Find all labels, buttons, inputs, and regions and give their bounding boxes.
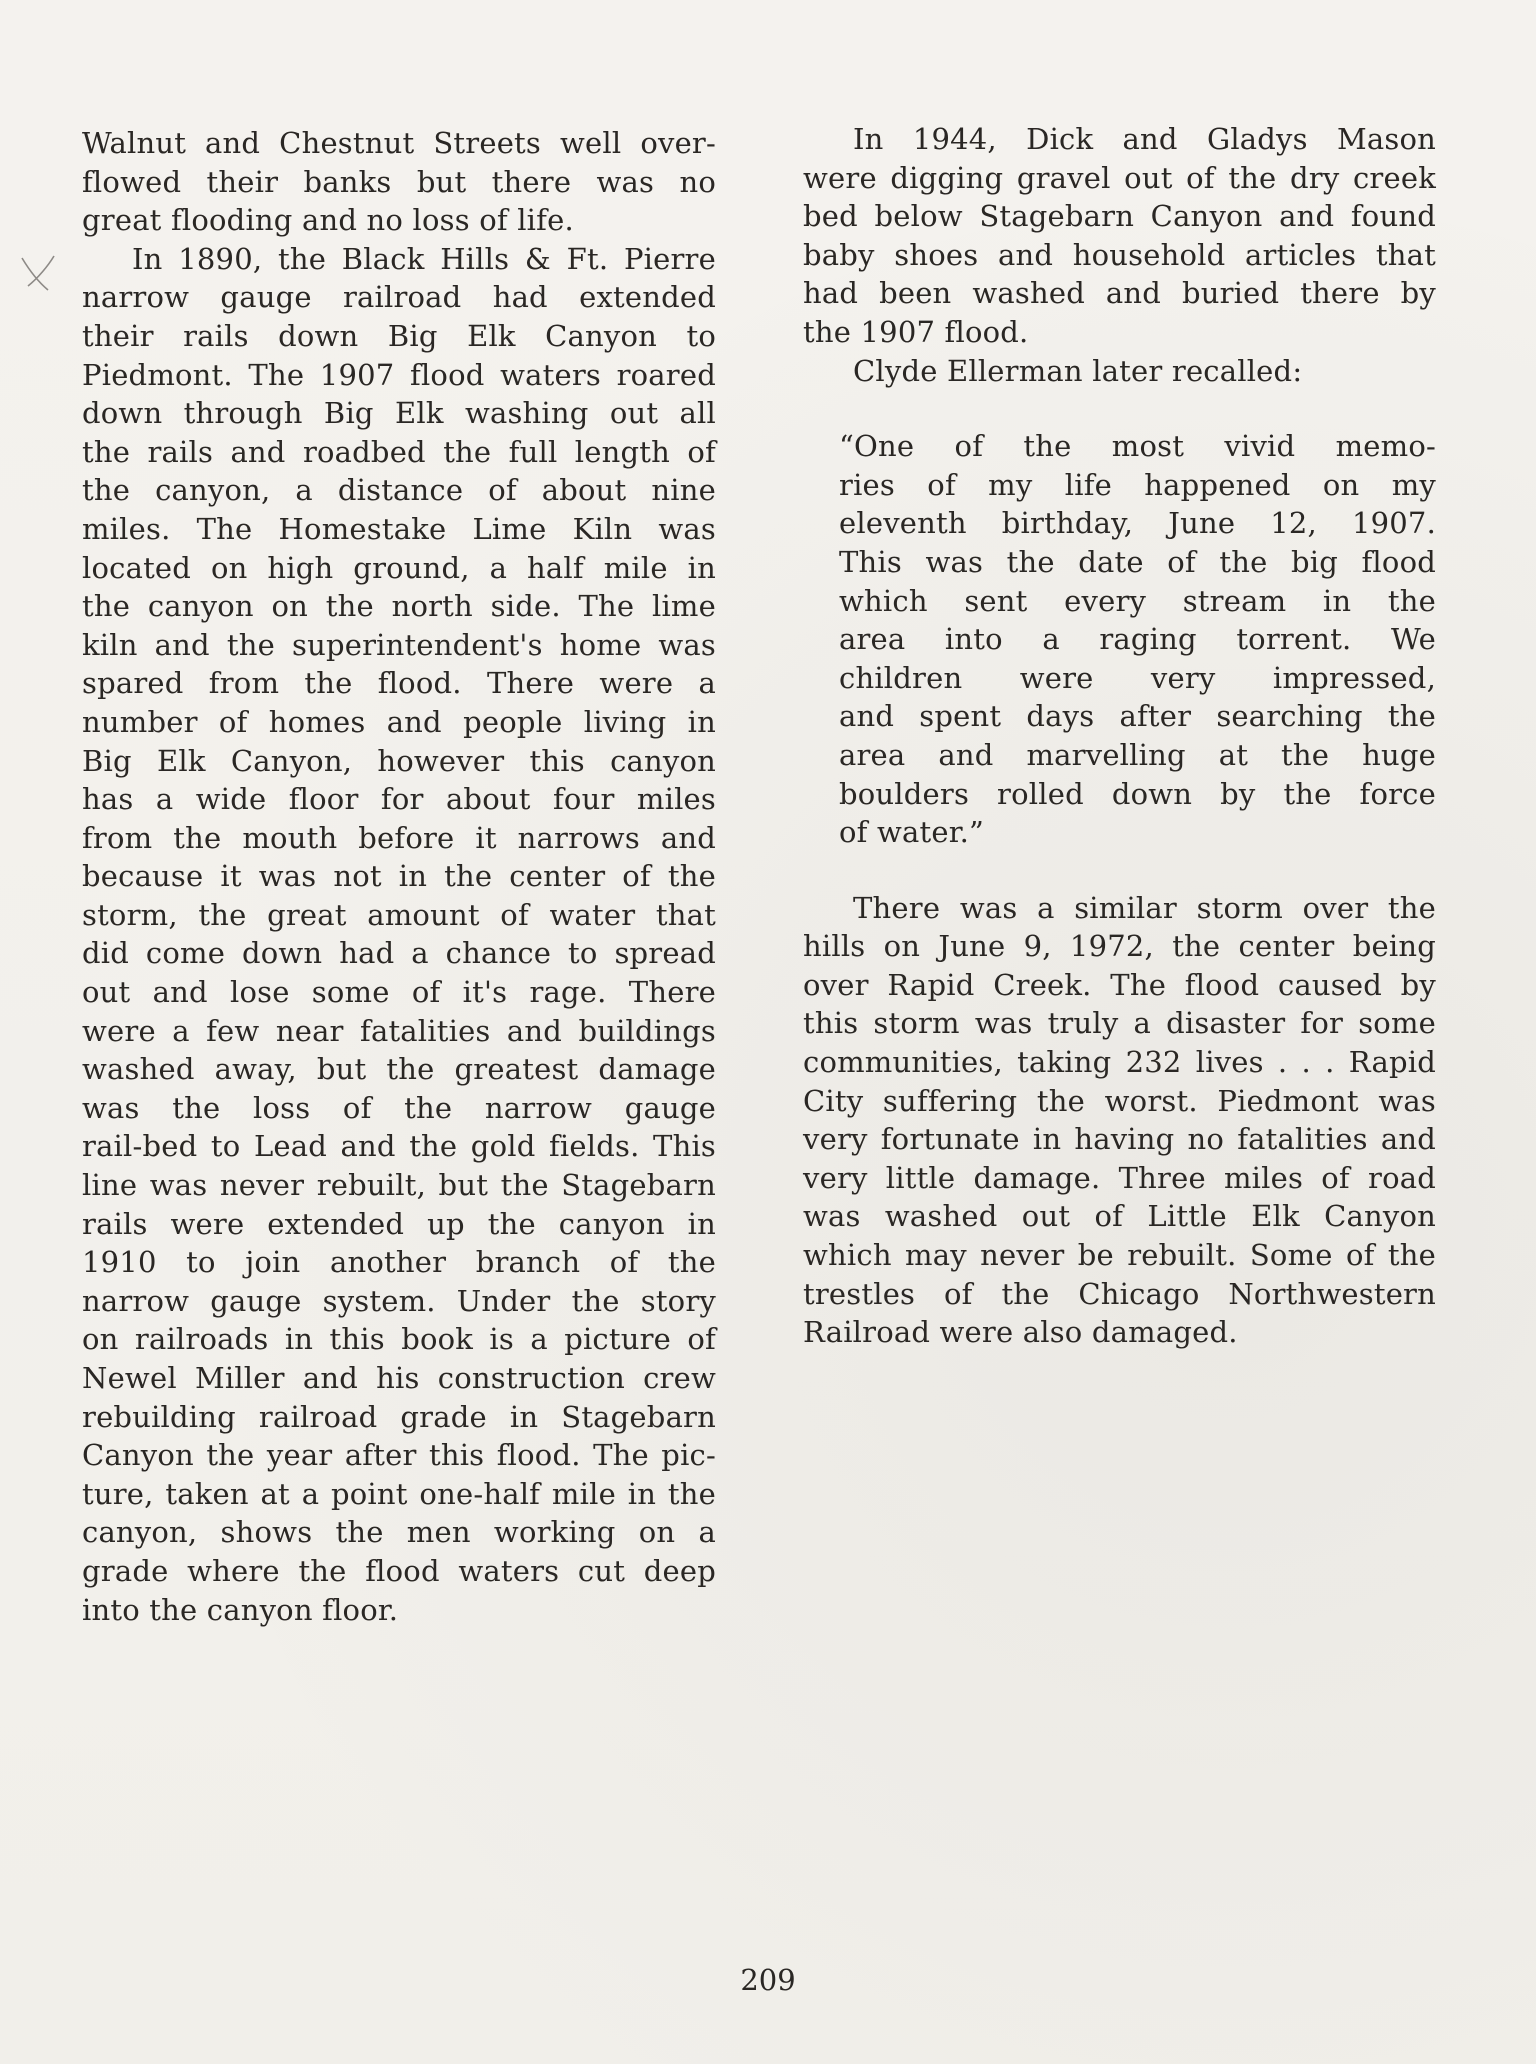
quote-line: area and marvelling at the huge — [839, 737, 1436, 772]
quote-line: ries of my life happened on my — [839, 467, 1436, 502]
left-column — [82, 124, 716, 1629]
text-line: Newel Miller and his construction crew — [82, 1361, 716, 1395]
spacer — [803, 852, 1436, 889]
text-line: the canyon, a distance of about nine — [82, 473, 716, 508]
paragraph-streets-overflow — [82, 124, 716, 240]
text-line: Railroad were also damaged. — [803, 1315, 1238, 1350]
text-line: did come down had a chance to spread — [82, 936, 716, 971]
text-line: their rails down Big Elk Canyon to — [82, 318, 716, 353]
text-line: very fortunate in having no fatalities and — [803, 1122, 1436, 1157]
text-line: number of homes and people living in — [82, 704, 716, 739]
text-line: rail-bed to Lead and the gold fields. This — [82, 1129, 716, 1164]
text-line: Walnut and Chestnut Streets well over- — [82, 126, 716, 160]
text-line: miles. The Homestake Lime Kiln was — [82, 511, 716, 546]
quote-line: and spent days after searching the — [839, 699, 1436, 734]
text-line: because it was not in the center of the — [82, 859, 716, 894]
text-line: kiln and the superintendent's home was — [82, 627, 716, 662]
text-line: from the mouth before it narrows and — [82, 820, 716, 855]
ellerman-quote — [803, 427, 1436, 852]
text-line: Piedmont. The 1907 flood waters roared — [82, 357, 716, 392]
text-line: out and lose some of it's rage. There — [82, 975, 716, 1010]
text-line: this storm was truly a disaster for some — [803, 1006, 1436, 1041]
spacer — [803, 390, 1436, 427]
text-line: was the loss of the narrow gauge — [82, 1090, 716, 1125]
text-line: great flooding and no loss of life. — [82, 203, 574, 238]
paragraph-1972-storm — [803, 889, 1436, 1352]
paragraph-1944-mason — [803, 120, 1436, 352]
quote-line: eleventh birthday, June 12, 1907. — [839, 506, 1436, 541]
text-line: has a wide floor for about four miles — [82, 782, 716, 817]
text-line: flowed their banks but there was no — [82, 164, 716, 199]
text-line: bed below Stagebarn Canyon and found — [803, 199, 1436, 234]
text-line: Canyon the year after this flood. The pic- — [82, 1438, 716, 1473]
text-line: the 1907 flood. — [803, 314, 1029, 349]
text-line: were digging gravel out of the dry creek — [803, 160, 1436, 195]
text-line: into the canyon floor. — [82, 1592, 399, 1627]
quote-line: area into a raging torrent. We — [839, 622, 1436, 657]
text-line: Clyde Ellerman later recalled: — [853, 353, 1303, 388]
quote-line: “One of the most vivid memo- — [839, 429, 1436, 464]
text-line: In 1944, Dick and Gladys Mason — [853, 122, 1436, 156]
text-line: In 1890, the Black Hills & Ft. Pierre — [132, 241, 716, 276]
page-number: 209 — [740, 1963, 796, 1997]
text-line: narrow gauge railroad had extended — [82, 280, 716, 315]
text-line: hills on June 9, 1972, the center being — [803, 929, 1436, 964]
text-line: grade where the flood waters cut deep — [82, 1553, 716, 1588]
text-line: City suffering the worst. Piedmont was — [803, 1083, 1436, 1118]
text-line: the canyon on the north side. The lime — [82, 589, 716, 624]
paragraph-ellerman-intro — [803, 352, 1436, 391]
text-line: located on high ground, a half mile in — [82, 550, 716, 585]
quote-line: children were very impressed, — [839, 660, 1436, 695]
text-line: There was a similar storm over the — [853, 890, 1436, 925]
check-mark-icon — [18, 250, 60, 296]
text-line: over Rapid Creek. The flood caused by — [803, 967, 1436, 1002]
text-line: was washed out of Little Elk Canyon — [803, 1199, 1436, 1234]
quote-line: which sent every stream in the — [839, 583, 1436, 618]
quote-line: of water.” — [839, 815, 985, 850]
text-line: had been washed and buried there by — [803, 276, 1436, 311]
text-line: baby shoes and household articles that — [803, 237, 1436, 272]
text-line: very little damage. Three miles of road — [803, 1160, 1436, 1195]
text-line: which may never be rebuilt. Some of the — [803, 1238, 1436, 1273]
text-line: the rails and roadbed the full length of — [82, 434, 716, 469]
text-line: trestles of the Chicago Northwestern — [803, 1276, 1436, 1311]
text-line: storm, the great amount of water that — [82, 897, 716, 932]
quote-line: boulders rolled down by the force — [839, 776, 1436, 811]
text-line: communities, taking 232 lives . . . Rapid — [803, 1045, 1436, 1080]
text-line: line was never rebuilt, but the Stagebarn — [82, 1168, 716, 1203]
text-line: were a few near fatalities and buildings — [82, 1013, 716, 1048]
text-line: rails were extended up the canyon in — [82, 1206, 716, 1241]
quote-line: This was the date of the big flood — [839, 544, 1436, 579]
text-line: spared from the flood. There were a — [82, 666, 716, 701]
text-line: washed away, but the greatest damage — [82, 1052, 716, 1087]
text-line: down through Big Elk washing out all — [82, 396, 716, 431]
text-line: canyon, shows the men working on a — [82, 1515, 716, 1550]
text-line: Big Elk Canyon, however this canyon — [82, 743, 716, 778]
paragraph-1890-railroad — [82, 240, 716, 1629]
pencil-check-mark — [18, 250, 60, 296]
text-line: 1910 to join another branch of the — [82, 1245, 716, 1280]
text-line: narrow gauge system. Under the story — [82, 1283, 716, 1318]
text-line: rebuilding railroad grade in Stagebarn — [82, 1399, 716, 1434]
text-line: ture, taken at a point one-half mile in the — [82, 1476, 716, 1511]
text-line: on railroads in this book is a picture of — [82, 1322, 716, 1357]
right-column — [803, 120, 1436, 1352]
